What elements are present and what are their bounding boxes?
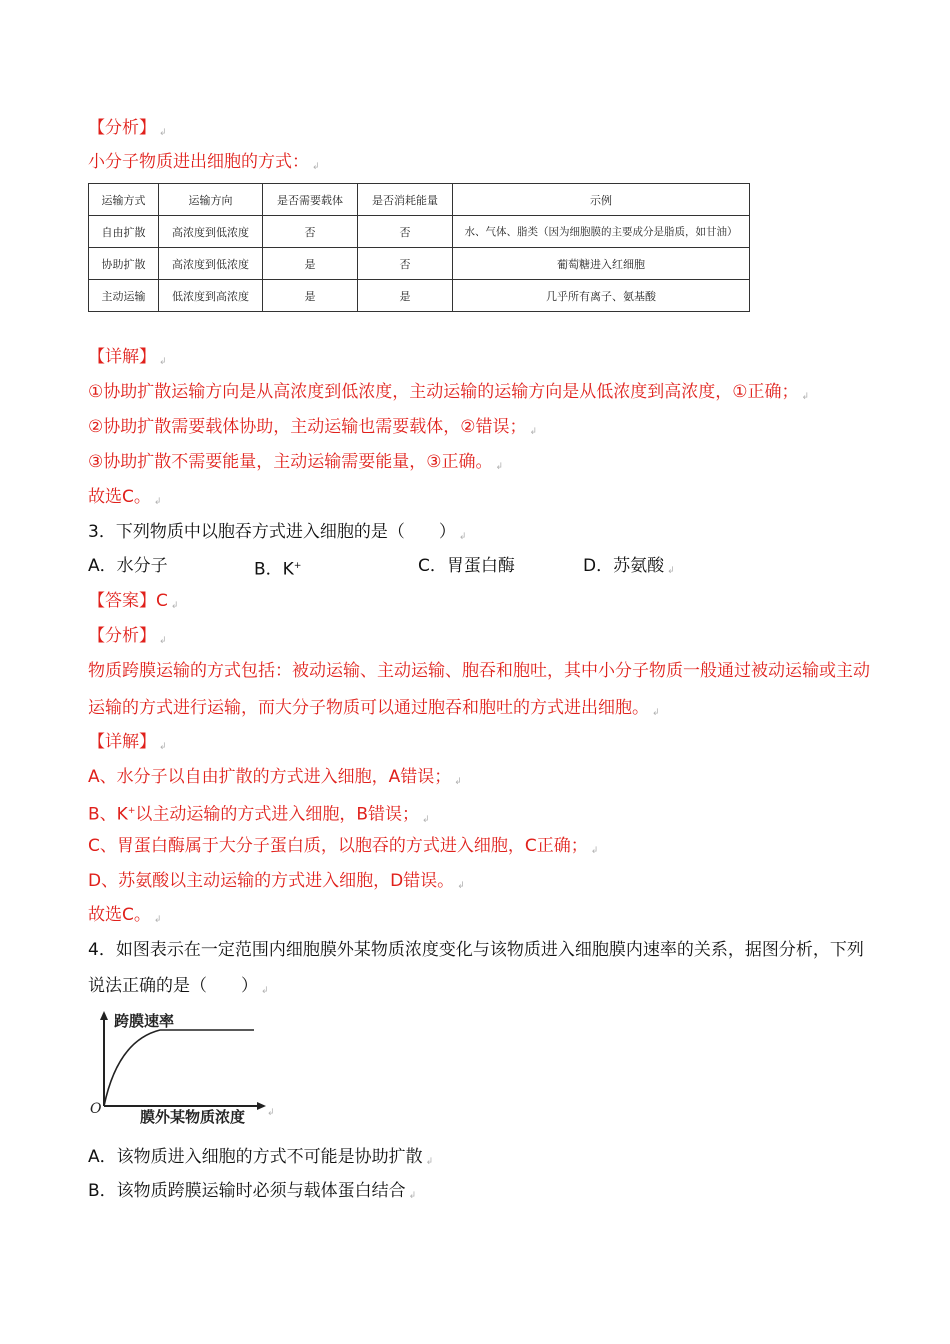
table-header-cell: 是否消耗能量 (358, 184, 453, 216)
analysis-header: 【分析】 ↲ (88, 118, 167, 138)
detail-line-1: ①协助扩散运输方向是从高浓度到低浓度，主动运输的运输方向是从低浓度到高浓度，①正确； ↲ (88, 382, 810, 402)
q3-detail-header: 【详解】 ↲ (88, 732, 167, 752)
q4-option-a: A．该物质进入细胞的方式不可能是协助扩散 ↲ (88, 1147, 434, 1167)
q3-analysis-line-1: 物质跨膜运输的方式包括：被动运输、主动运输、胞吞和胞吐，其中小分子物质一般通过被动运输或主动 (88, 661, 870, 681)
table-cell: 否 (358, 248, 453, 280)
table-row (89, 280, 750, 312)
table-header-cell: 是否需要载体 (263, 184, 358, 216)
detail-header: 【详解】 ↲ (88, 347, 167, 367)
q3-option-c: C．胃蛋白酶 (418, 556, 515, 576)
table-cell: 葡萄糖进入红细胞 (453, 248, 750, 280)
q3-option-b: B．K+ (254, 559, 302, 580)
question-4-stem-line-1: 4．如图表示在一定范围内细胞膜外某物质浓度变化与该物质进入细胞膜内速率的关系，据图分析，下列 (88, 940, 864, 960)
rate-curve (104, 1030, 254, 1106)
q3-detail-c: C、胃蛋白酶属于大分子蛋白质，以胞吞的方式进入细胞，C正确； ↲ (88, 836, 599, 856)
question-4-stem-line-2: 说法正确的是（ ） ↲ (88, 976, 269, 996)
table-row (89, 248, 750, 280)
q3-answer: 【答案】C ↲ (88, 591, 179, 611)
table-header-row (89, 184, 750, 216)
x-axis-label: 膜外某物质浓度 (140, 1108, 246, 1126)
table-cell: 高浓度到低浓度 (159, 216, 263, 248)
table-cell: 水、气体、脂类（因为细胞膜的主要成分是脂质，如甘油） (453, 216, 750, 248)
table-row (89, 216, 750, 248)
table-cell: 协助扩散 (89, 248, 159, 280)
table-cell: 自由扩散 (89, 216, 159, 248)
x-axis-arrow (257, 1102, 266, 1110)
table-cell: 高浓度到低浓度 (159, 248, 263, 280)
y-axis-label: 跨膜速率 (114, 1012, 175, 1030)
graph-para-mark: ↲ (267, 1108, 275, 1118)
q4-option-b: B．该物质跨膜运输时必须与载体蛋白结合 ↲ (88, 1181, 417, 1201)
q3-analysis-header: 【分析】 ↲ (88, 626, 167, 646)
table-cell: 否 (358, 216, 453, 248)
detail-line-2: ②协助扩散需要载体协助，主动运输也需要载体，②错误； ↲ (88, 417, 538, 437)
table-cell: 是 (263, 248, 358, 280)
table-cell: 低浓度到高浓度 (159, 280, 263, 312)
q3-option-d: D．苏氨酸 ↲ (583, 556, 675, 576)
analysis-subtitle: 小分子物质进出细胞的方式： ↲ (88, 152, 320, 172)
table-header-cell: 示例 (453, 184, 750, 216)
q3-analysis-line-2: 运输的方式进行运输，而大分子物质可以通过胞吞和胞吐的方式进出细胞。 ↲ (88, 698, 660, 718)
q3-detail-d: D、苏氨酸以主动运输的方式进入细胞，D错误。 ↲ (88, 871, 465, 891)
q3-conclusion: 故选C。 ↲ (88, 905, 162, 925)
table-cell: 是 (358, 280, 453, 312)
q3-detail-b: B、K+以主动运输的方式进入细胞，B错误； ↲ (88, 804, 430, 825)
detail-line-3: ③协助扩散不需要能量，主动运输需要能量，③正确。 ↲ (88, 452, 504, 472)
rate-concentration-graph (88, 1008, 278, 1128)
table-cell: 是 (263, 280, 358, 312)
question-3-stem: 3．下列物质中以胞吞方式进入细胞的是（ ） ↲ (88, 522, 467, 542)
table-cell: 主动运输 (89, 280, 159, 312)
origin-label: O (90, 1101, 102, 1117)
y-axis-arrow (100, 1011, 108, 1020)
table-header-cell: 运输方向 (159, 184, 263, 216)
table-header-cell: 运输方式 (89, 184, 159, 216)
table-cell: 否 (263, 216, 358, 248)
q3-detail-a: A、水分子以自由扩散的方式进入细胞，A错误； ↲ (88, 767, 462, 787)
transport-table (88, 183, 750, 312)
table-cell: 几乎所有离子、氨基酸 (453, 280, 750, 312)
detail-conclusion: 故选C。 ↲ (88, 487, 162, 507)
q3-option-a: A．水分子 (88, 556, 168, 576)
